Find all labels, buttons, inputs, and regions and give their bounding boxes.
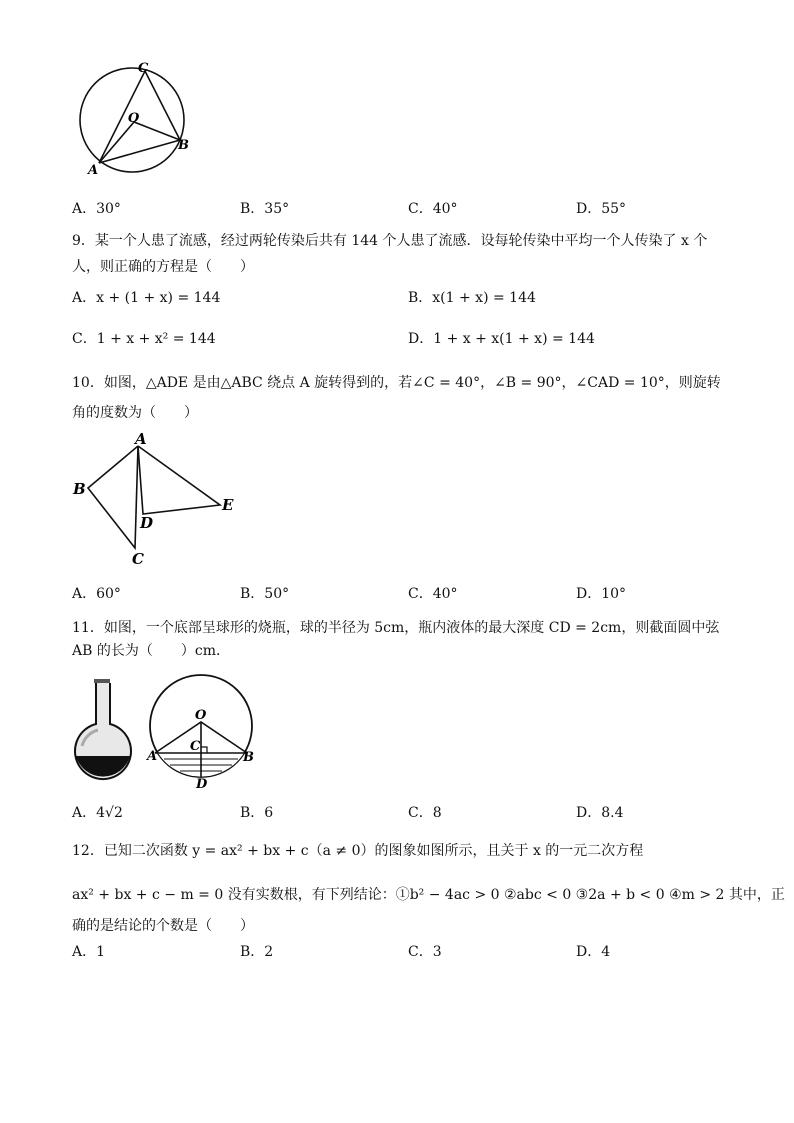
q11-label-c: C <box>190 739 201 754</box>
q12-option-c: C．3 <box>408 944 442 960</box>
q12-option-d: D．4 <box>576 944 611 960</box>
q9-option-b: B．x(1 + x) = 144 <box>408 290 536 306</box>
q10-triangle-ade <box>138 446 220 514</box>
q11-option-a: A．4√2 <box>72 805 123 821</box>
q8-label-b: B <box>178 138 189 153</box>
q10-rotation-figure <box>70 430 245 570</box>
q10-label-a: A <box>135 430 147 448</box>
q11-label-a: A <box>147 749 158 764</box>
q10-label-b: B <box>73 480 86 498</box>
q9-option-d: D．1 + x + x(1 + x) = 144 <box>408 331 595 347</box>
q11-option-b: B．6 <box>240 805 274 821</box>
q10-option-c: C．40° <box>408 586 458 602</box>
q9-stem-line1: 9．某一个人患了流感，经过两轮传染后共有 144 个人患了流感．设每轮传染中平均一个人传染了 x 个 <box>72 233 708 249</box>
q10-option-b: B．50° <box>240 586 290 602</box>
q10-stem-line2: 角的度数为（ ） <box>72 405 198 421</box>
q12-stem-line3: 确的是结论的个数是（ ） <box>72 918 254 934</box>
q11-stem-line1: 11．如图，一个底部呈球形的烧瓶，球的半径为 5cm，瓶内液体的最大深度 CD = 2cm，则截面圆中弦 <box>72 620 720 636</box>
flask-liquid <box>76 756 130 777</box>
q11-label-b: B <box>243 750 254 765</box>
q9-stem-line2: 人，则正确的方程是（ ） <box>72 259 254 275</box>
q11-option-d: D．8.4 <box>576 805 624 821</box>
q12-stem-line1: 12．已知二次函数 y = ax² + bx + c（a ≠ 0）的图象如图所示，且关于 x 的一元二次方程 <box>72 843 644 859</box>
q8-label-a: A <box>88 163 99 178</box>
flask-rim <box>94 679 110 683</box>
q11-label-o: O <box>195 708 207 723</box>
q8-option-a: A．30° <box>72 201 121 217</box>
q8-label-o: O <box>128 111 140 126</box>
q9-option-c: C．1 + x + x² = 144 <box>72 331 216 347</box>
q10-option-a: A．60° <box>72 586 121 602</box>
q11-stem-line2: AB 的长为（ ）cm． <box>72 643 230 659</box>
q11-flask-illustration <box>72 676 134 786</box>
q12-option-a: A．1 <box>72 944 106 960</box>
q10-label-e: E <box>222 496 234 514</box>
q11-right-angle-mark <box>201 747 207 753</box>
q10-triangle-abc <box>88 446 138 548</box>
q10-stem-line1: 10．如图，△ADE 是由△ABC 绕点 A 旋转得到的，若∠C = 40°，∠B = 90°，∠CAD = 10°，则旋转 <box>72 375 721 391</box>
q8-circle-figure <box>72 60 202 180</box>
q8-option-c: C．40° <box>408 201 458 217</box>
q11-label-d: D <box>196 777 208 791</box>
q10-label-d: D <box>140 514 154 532</box>
q10-label-c: C <box>132 550 144 568</box>
q8-option-d: D．55° <box>576 201 627 217</box>
q8-option-b: B．35° <box>240 201 290 217</box>
q10-option-d: D．10° <box>576 586 627 602</box>
q11-cross-section-figure <box>140 666 270 791</box>
q12-option-b: B．2 <box>240 944 274 960</box>
q8-label-c: C <box>138 61 149 76</box>
q12-stem-line2: ax² + bx + c − m = 0 没有实数根，有下列结论：①b² − 4ac > 0 ②abc < 0 ③2a + b < 0 ④m > 2 其中，正 <box>72 887 785 903</box>
q9-option-a: A．x + (1 + x) = 144 <box>72 290 221 306</box>
q11-option-c: C．8 <box>408 805 442 821</box>
